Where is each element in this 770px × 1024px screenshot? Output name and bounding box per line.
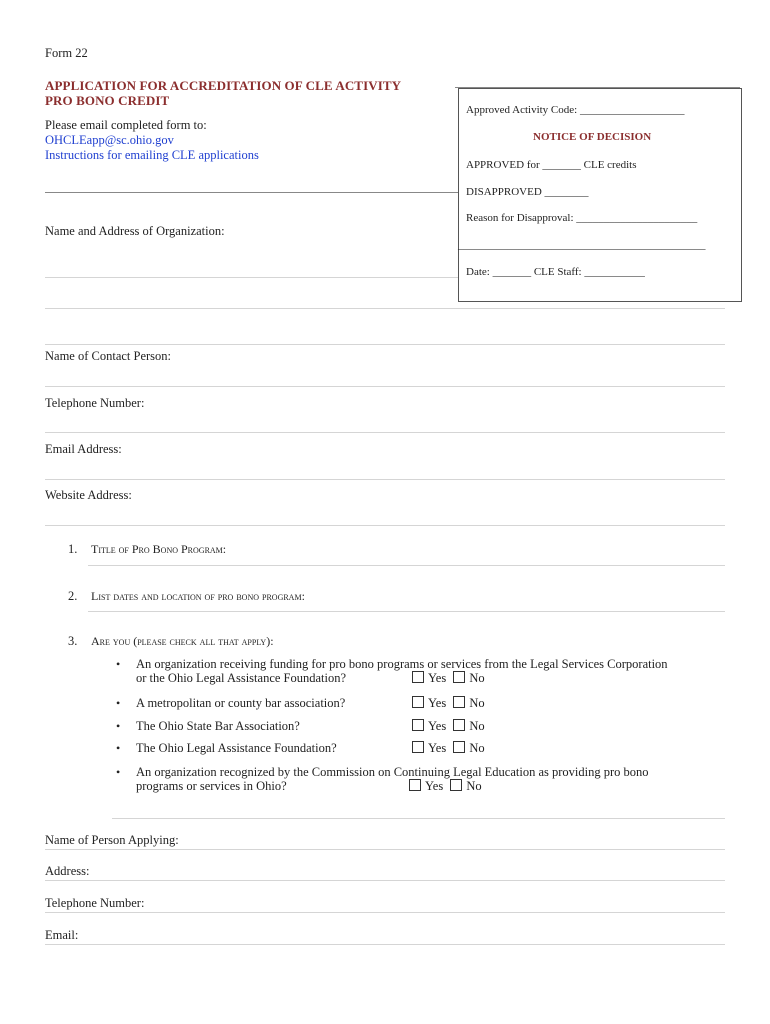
org-line-2[interactable]: [45, 308, 725, 309]
bullet: •: [116, 719, 121, 733]
contact-person-label: Name of Contact Person:: [45, 349, 172, 363]
contact-person-field[interactable]: [45, 386, 725, 387]
q1-label: Title of Pro Bono Program:: [91, 542, 227, 556]
q3-item-2: A metropolitan or county bar association?: [136, 696, 346, 710]
yes-label: Yes: [428, 741, 447, 755]
instructions-link[interactable]: Instructions for emailing CLE applications: [45, 148, 259, 162]
website-label: Website Address:: [45, 488, 132, 502]
q3-item-5-line1: An organization recognized by the Commission on Continuing Legal Education as providing pro bono: [136, 765, 649, 779]
no-checkbox[interactable]: [453, 696, 465, 708]
applicant-telephone-label: Telephone Number:: [45, 896, 145, 910]
applicant-telephone-field[interactable]: [45, 912, 725, 913]
q1-field[interactable]: [88, 565, 725, 566]
bullet: •: [116, 741, 121, 755]
reason-for-disapproval: Reason for Disapproval: ______________________: [466, 212, 698, 224]
notice-of-decision-heading: NOTICE OF DECISION: [533, 131, 652, 143]
org-line-3[interactable]: [45, 344, 725, 345]
no-label: No: [469, 696, 485, 710]
email-link[interactable]: OHCLEapp@sc.ohio.gov: [45, 133, 174, 147]
org-line-1[interactable]: [45, 277, 458, 278]
q3-item-5-line2: programs or services in Ohio?: [136, 779, 287, 793]
q3-item-1-line1: An organization receiving funding for pro bono programs or services from the Legal Services Corporation: [136, 657, 668, 671]
q3-item-3-options: [412, 719, 485, 734]
person-applying-field[interactable]: [45, 849, 725, 850]
no-label: No: [469, 671, 485, 685]
bullet: •: [116, 765, 121, 779]
telephone-label: Telephone Number:: [45, 396, 145, 410]
q2-number: 2.: [68, 589, 78, 603]
form-title-line2: PRO BONO CREDIT: [45, 93, 170, 108]
bullet: •: [116, 657, 121, 671]
org-name-address-label: Name and Address of Organization:: [45, 224, 225, 238]
no-label: No: [469, 741, 485, 755]
yes-label: Yes: [428, 696, 447, 710]
no-checkbox[interactable]: [453, 719, 465, 731]
address-label: Address:: [45, 864, 90, 878]
q2-label: List dates and location of pro bono program:: [91, 589, 305, 603]
q1-number: 1.: [68, 542, 78, 556]
email-label: Email Address:: [45, 442, 122, 456]
yes-label: Yes: [428, 671, 447, 685]
no-label: No: [466, 779, 482, 793]
website-field[interactable]: [45, 525, 725, 526]
yes-checkbox[interactable]: [409, 779, 421, 791]
q3-item-1-line2: or the Ohio Legal Assistance Foundation?: [136, 671, 347, 685]
q3-item-5-options: [409, 779, 482, 794]
yes-checkbox[interactable]: [412, 696, 424, 708]
q3-label: Are you (please check all that apply):: [91, 634, 274, 648]
no-label: No: [469, 719, 485, 733]
approved-activity-code: Approved Activity Code: ___________________: [466, 104, 685, 116]
telephone-field[interactable]: [45, 432, 725, 433]
no-checkbox[interactable]: [453, 671, 465, 683]
form-number: Form 22: [45, 46, 88, 60]
no-checkbox[interactable]: [453, 741, 465, 753]
bullet: •: [116, 696, 121, 710]
yes-checkbox[interactable]: [412, 671, 424, 683]
q3-item-3: The Ohio State Bar Association?: [136, 719, 300, 733]
address-field[interactable]: [45, 880, 725, 881]
q3-item-4: The Ohio Legal Assistance Foundation?: [136, 741, 337, 755]
divider: [45, 192, 458, 193]
q2-field[interactable]: [88, 611, 725, 612]
q3-number: 3.: [68, 634, 78, 648]
date-staff-line: Date: _______ CLE Staff: ___________: [466, 266, 645, 278]
form-title-line1: APPLICATION FOR ACCREDITATION OF CLE ACTIVITY: [45, 78, 402, 93]
applicant-email-label: Email:: [45, 928, 79, 942]
q3-item-1-options: [412, 671, 485, 686]
applicant-email-field[interactable]: [45, 944, 725, 945]
yes-checkbox[interactable]: [412, 741, 424, 753]
person-applying-label: Name of Person Applying:: [45, 833, 179, 847]
q3-item-2-options: [412, 696, 485, 711]
yes-checkbox[interactable]: [412, 719, 424, 731]
section-divider: [112, 818, 725, 819]
approved-line: APPROVED for _______ CLE credits: [466, 159, 637, 171]
disapproved-line: DISAPPROVED ________: [466, 186, 589, 198]
email-instruction: Please email completed form to:: [45, 118, 207, 132]
reason-blank-line: _____________________________________________: [458, 239, 706, 251]
no-checkbox[interactable]: [450, 779, 462, 791]
yes-label: Yes: [428, 719, 447, 733]
email-field[interactable]: [45, 479, 725, 480]
q3-item-4-options: [412, 741, 485, 756]
yes-label: Yes: [425, 779, 444, 793]
